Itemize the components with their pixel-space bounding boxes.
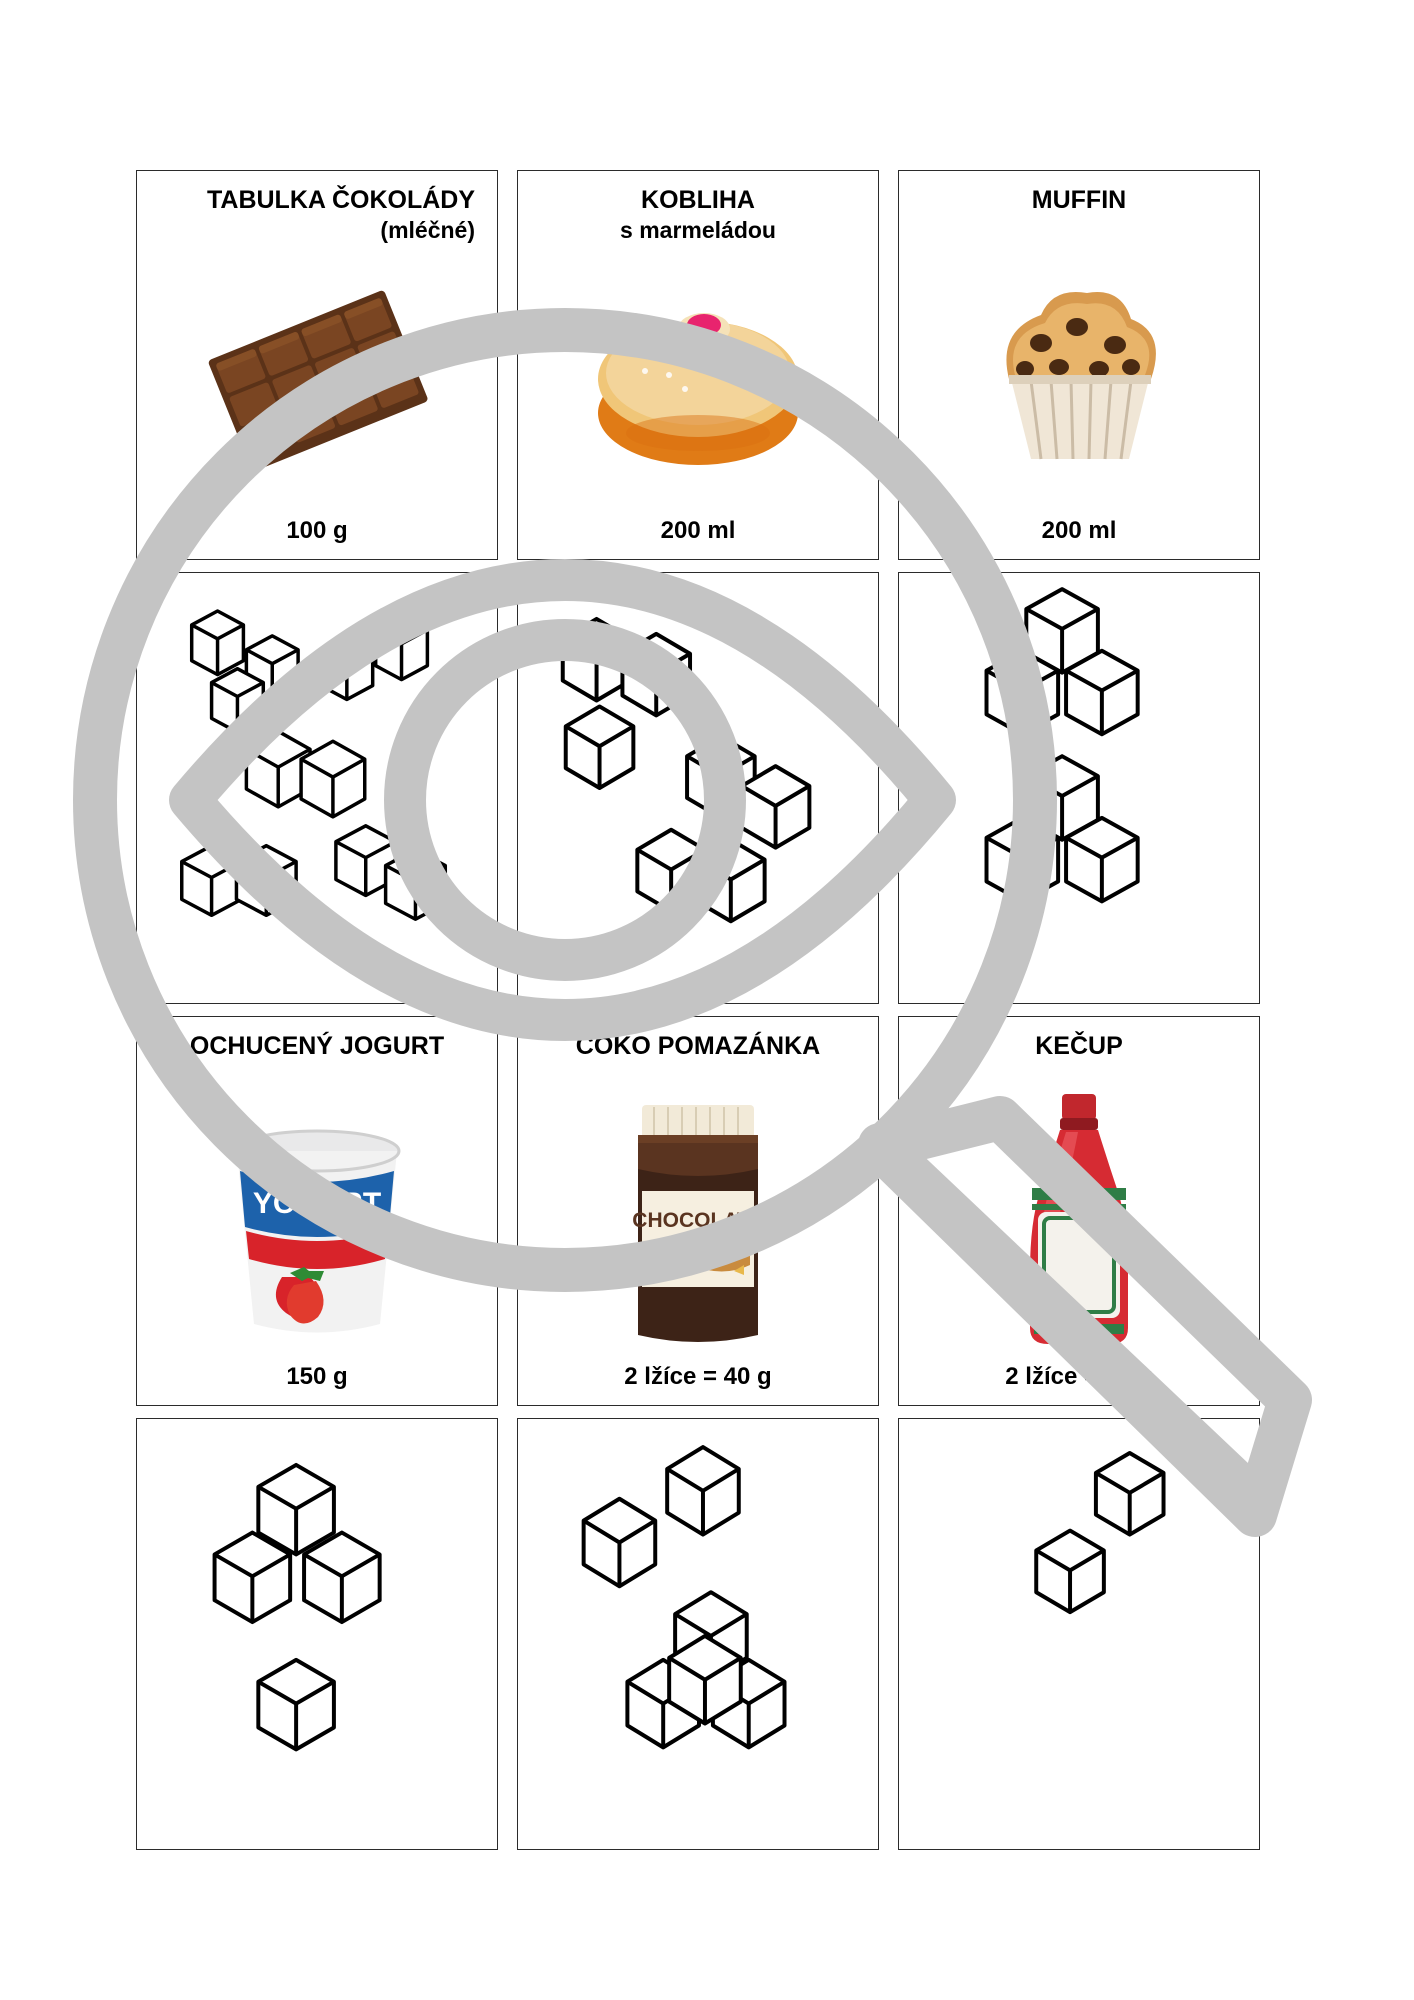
card-title-chocolate — [137, 171, 497, 244]
card-subtitle-text: (mléčné) — [380, 216, 475, 243]
card-title-muffin — [899, 171, 1259, 216]
card-amount-ketchup: 2 lžíce = 40 g — [1005, 1363, 1153, 1390]
product-card-muffin — [898, 170, 1260, 560]
sugar-cubes-6 — [518, 1419, 878, 1849]
chocolate-spread-jar-icon — [518, 1095, 878, 1353]
chocolate-bar-icon — [137, 249, 497, 507]
muffin-icon — [899, 249, 1259, 507]
card-title-yogurt — [137, 1017, 497, 1062]
card-amount-chocolate: 100 g — [286, 517, 348, 544]
card-title-text: OCHUCENÝ JOGURT — [189, 1032, 445, 1060]
product-card-yogurt — [136, 1016, 498, 1406]
sugar-card-chocolate — [136, 572, 498, 1004]
spread-label: CHOCOLATE — [632, 1209, 764, 1232]
sugar-cubes-7 — [518, 573, 878, 1003]
sugar-card-ketchup — [898, 1418, 1260, 1850]
card-grid — [136, 170, 1278, 1850]
product-card-spread — [517, 1016, 879, 1406]
card-amount-yogurt: 150 g — [286, 1363, 348, 1390]
sugar-card-spread — [517, 1418, 879, 1850]
sugar-card-yogurt — [136, 1418, 498, 1850]
card-amount-muffin: 200 ml — [1041, 517, 1117, 544]
card-title-text: MUFFIN — [1031, 186, 1127, 214]
card-title-ketchup — [899, 1017, 1259, 1062]
sugar-cubes-4 — [137, 1419, 497, 1849]
card-amount-spread: 2 lžíce = 40 g — [624, 1363, 772, 1390]
yogurt-cup-icon — [137, 1095, 497, 1353]
ketchup-bottle-icon — [899, 1095, 1259, 1353]
card-title-donut — [518, 171, 878, 244]
product-card-ketchup — [898, 1016, 1260, 1406]
card-title-spread — [518, 1017, 878, 1062]
sugar-cubes-6 — [899, 573, 1259, 1003]
card-amount-donut: 200 ml — [660, 517, 736, 544]
sugar-card-donut — [517, 572, 879, 1004]
product-card-donut — [517, 170, 879, 560]
card-subtitle-text: s marmeládou — [620, 216, 776, 243]
card-title-text: KEČUP — [1035, 1032, 1123, 1060]
donut-icon — [518, 249, 878, 507]
card-title-text: COKO POMAZÁNKA — [575, 1032, 821, 1060]
card-title-text: KOBLIHA — [641, 186, 755, 214]
yogurt-label: YOGURT — [252, 1187, 382, 1220]
product-card-chocolate — [136, 170, 498, 560]
sugar-cubes-9 — [137, 573, 497, 1003]
sugar-cubes-2 — [899, 1419, 1259, 1849]
card-title-text: TABULKA ČOKOLÁDY — [206, 186, 475, 214]
sugar-card-muffin — [898, 572, 1260, 1004]
